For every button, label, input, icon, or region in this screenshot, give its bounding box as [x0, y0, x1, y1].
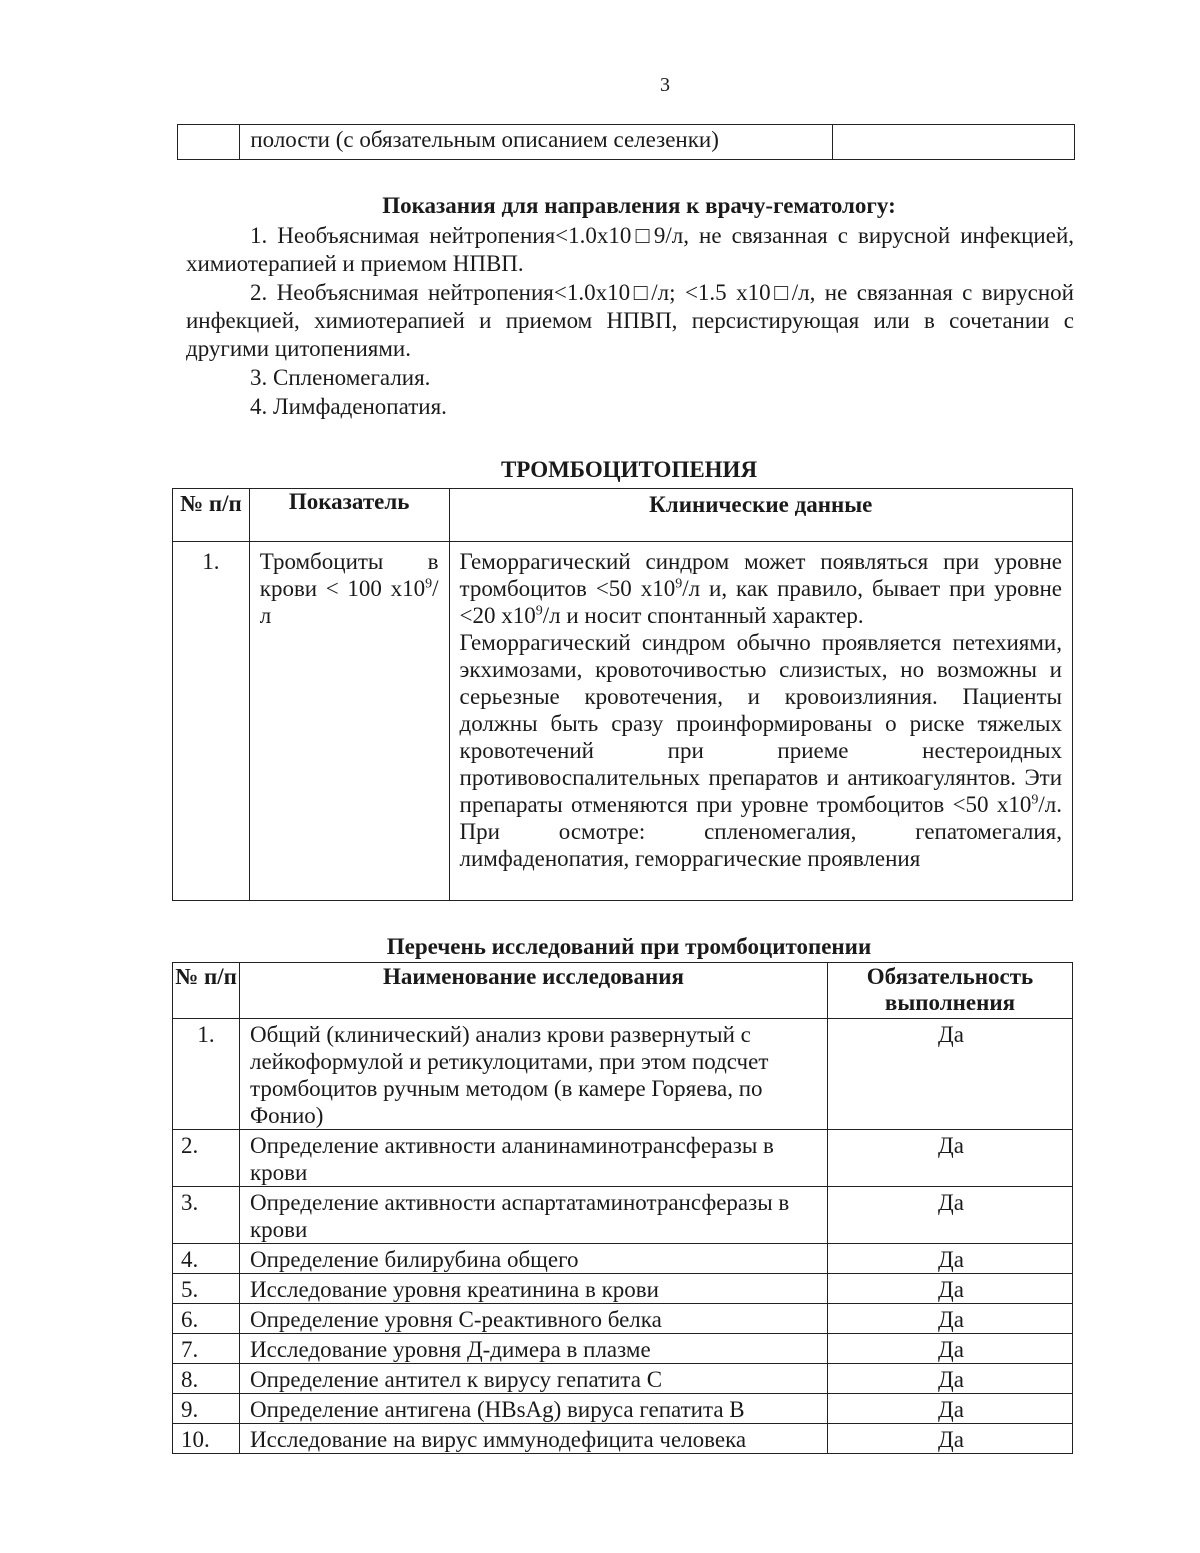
clinical-cell	[449, 542, 1072, 901]
clinical-text: /л и носит спонтанный характер.	[542, 603, 864, 628]
table-row	[173, 1130, 1073, 1187]
num-cell	[178, 125, 240, 160]
row-num: 4.	[173, 1244, 240, 1274]
study-name-cell: полости (с обязательным описанием селезенки)	[240, 125, 832, 160]
indicator-unit: /л	[259, 576, 439, 628]
indications-title: Показания для направления к врачу-гематологу:	[382, 193, 896, 218]
row-num: 9.	[173, 1394, 240, 1424]
table-row	[173, 1274, 1073, 1304]
mandatory-cell	[832, 125, 1074, 160]
clinical-text: Геморрагический синдром может появляться при уровне тромбоцитов <50 x10	[459, 549, 1062, 601]
indication-item: 2. Необъяснимая нейтропения<1.0x10□/л; <1.5 x10□/л, не связанная с вирусной инфекцией, химиотерапией и приемом НПВП, персистирующая или в сочетании с другими цитопениями.	[186, 280, 1074, 361]
table-row	[173, 1244, 1073, 1274]
table-row	[178, 125, 1075, 160]
mandatory-value: Да	[828, 1304, 1073, 1334]
table-row	[173, 1304, 1073, 1334]
continuation-table	[177, 124, 1075, 160]
header-num: № п/п	[173, 963, 240, 1019]
table-row	[173, 1364, 1073, 1394]
exponent: 9	[675, 576, 683, 592]
header-clinical: Клинические данные	[449, 489, 1072, 542]
study-name: Определение активности аспартатаминотрансферазы в крови	[240, 1187, 828, 1244]
row-num: 2.	[173, 1130, 240, 1187]
study-name: Определение антител к вирусу гепатита С	[240, 1364, 828, 1394]
table-row	[173, 1394, 1073, 1424]
row-num: 1.	[173, 1019, 240, 1130]
clinical-text: Геморрагический синдром обычно проявляется петехиями, экхимозами, кровоточивостью слизистых, но возможны и серьезные кровотечения, и кровоизлияния. Пациенты должны быть сразу проинформированы о риске тяжелых кровотечений при приеме нестероидных противовоспалительных препаратов и антикоагулянтов. Эти препараты отменяются при уровне тромбоцитов <50 x10	[459, 630, 1062, 817]
mandatory-value: Да	[828, 1394, 1073, 1424]
mandatory-value: Да	[828, 1244, 1073, 1274]
studies-table	[172, 962, 1073, 1454]
study-name: Исследование на вирус иммунодефицита человека	[240, 1424, 828, 1454]
table-row	[173, 1187, 1073, 1244]
study-name: Исследование уровня креатинина в крови	[240, 1274, 828, 1304]
mandatory-value: Да	[828, 1019, 1073, 1130]
exponent: 9	[1031, 792, 1039, 808]
mandatory-value: Да	[828, 1187, 1073, 1244]
table-row	[173, 1424, 1073, 1454]
row-num: 6.	[173, 1304, 240, 1334]
mandatory-value: Да	[828, 1424, 1073, 1454]
row-num: 7.	[173, 1334, 240, 1364]
clinical-text: /л. При осмотре: спленомегалия, гепатомегалия, лимфаденопатия, геморрагические проявления	[459, 792, 1062, 871]
table-row	[173, 1334, 1073, 1364]
row-num: 1.	[173, 542, 250, 901]
study-name: Определение билирубина общего	[240, 1244, 828, 1274]
indications-list	[186, 222, 1074, 421]
row-num: 10.	[173, 1424, 240, 1454]
study-name: Определение уровня С-реактивного белка	[240, 1304, 828, 1334]
indicator-cell	[249, 542, 449, 901]
study-name: Определение антигена (HBsAg) вируса гепатита В	[240, 1394, 828, 1424]
mandatory-value: Да	[828, 1334, 1073, 1364]
thrombocytopenia-table	[172, 488, 1073, 901]
indication-item: 4. Лимфаденопатия.	[250, 394, 447, 419]
mandatory-value: Да	[828, 1130, 1073, 1187]
mandatory-value: Да	[828, 1364, 1073, 1394]
row-num: 8.	[173, 1364, 240, 1394]
studies-title: Перечень исследований при тромбоцитопении	[386, 934, 872, 959]
page-number: 3	[660, 74, 670, 96]
indicator-text: Тромбоциты в крови < 100 x10	[259, 549, 439, 601]
thrombocytopenia-title: ТРОМБОЦИТОПЕНИЯ	[500, 457, 758, 482]
table-header-row	[173, 489, 1073, 542]
indication-item: 3. Спленомегалия.	[250, 365, 431, 390]
indicator-exponent: 9	[425, 576, 433, 592]
exponent: 9	[535, 603, 543, 619]
clinical-paragraph-2	[460, 629, 1062, 872]
indication-item: 1. Необъяснимая нейтропения<1.0x10□9/л, не связанная с вирусной инфекцией, химиотерапией и приемом НПВП.	[186, 223, 1074, 276]
row-num: 5.	[173, 1274, 240, 1304]
header-num: № п/п	[173, 489, 250, 542]
clinical-text: /л и, как правило, бывает при уровне <20 x10	[459, 576, 1062, 628]
study-name: Исследование уровня Д-димера в плазме	[240, 1334, 828, 1364]
study-name: Определение активности аланинаминотрансферазы в крови	[240, 1130, 828, 1187]
header-name: Наименование исследования	[240, 963, 828, 1019]
table-row	[173, 1019, 1073, 1130]
row-num: 3.	[173, 1187, 240, 1244]
study-name: Общий (клинический) анализ крови развернутый с лейкоформулой и ретикулоцитами, при этом подсчет тромбоцитов ручным методом (в камере Горяева, по Фонио)	[240, 1019, 828, 1130]
header-mandatory: Обязательность выполнения	[828, 963, 1073, 1019]
mandatory-value: Да	[828, 1274, 1073, 1304]
clinical-paragraph-1	[460, 548, 1062, 629]
table-header-row	[173, 963, 1073, 1019]
table-row	[173, 542, 1073, 901]
header-indicator: Показатель	[249, 489, 449, 542]
